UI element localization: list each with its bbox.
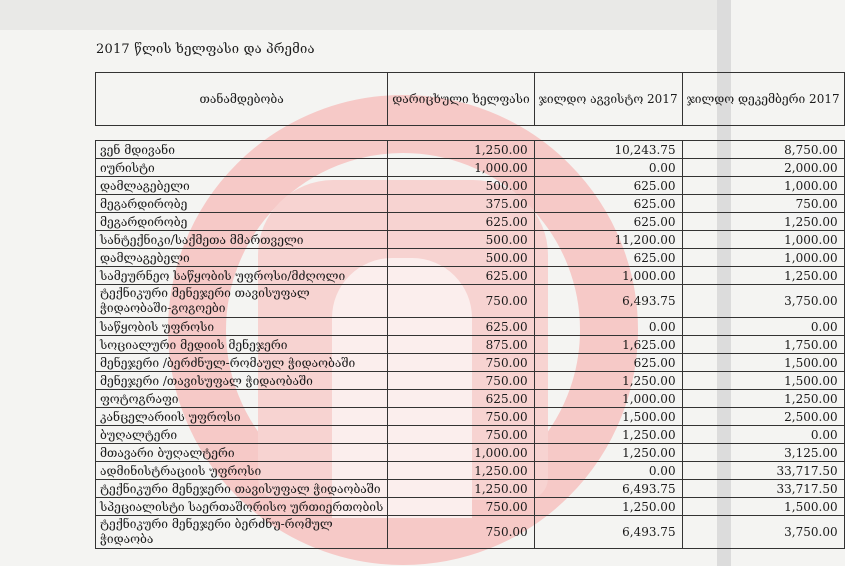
scan-top-edge bbox=[0, 0, 731, 30]
cell-position: სანტექნიკი/საქმეთა მმართველი bbox=[96, 231, 388, 249]
cell-dec: 2,500.00 bbox=[682, 408, 844, 426]
cell-position: სამეურნეო საწყობის უფროსი/მძღოლი bbox=[96, 267, 388, 285]
table-row bbox=[96, 336, 845, 354]
header-salary: დარიცხული ხელფასი bbox=[388, 73, 534, 126]
cell-dec: 3,125.00 bbox=[682, 444, 844, 462]
table-row bbox=[96, 426, 845, 444]
cell-dec: 0.00 bbox=[682, 426, 844, 444]
cell-salary: 500.00 bbox=[388, 177, 534, 195]
table-row bbox=[96, 390, 845, 408]
cell-position: ტექნიკური მენეჯერი თავისუფალ ჭიდაობაში bbox=[96, 480, 388, 498]
cell-salary: 500.00 bbox=[388, 249, 534, 267]
cell-salary: 500.00 bbox=[388, 231, 534, 249]
cell-position: ვენ მდივანი bbox=[96, 141, 388, 159]
header-position: თანამდებობა bbox=[96, 73, 388, 126]
cell-dec: 1,500.00 bbox=[682, 354, 844, 372]
cell-salary: 625.00 bbox=[388, 390, 534, 408]
cell-dec: 1,250.00 bbox=[682, 390, 844, 408]
cell-salary: 625.00 bbox=[388, 267, 534, 285]
cell-aug: 1,625.00 bbox=[534, 336, 682, 354]
cell-aug: 0.00 bbox=[534, 462, 682, 480]
cell-aug: 625.00 bbox=[534, 213, 682, 231]
cell-salary: 750.00 bbox=[388, 498, 534, 516]
cell-aug: 6,493.75 bbox=[534, 516, 682, 549]
cell-dec: 33,717.50 bbox=[682, 480, 844, 498]
cell-aug: 1,500.00 bbox=[534, 408, 682, 426]
table-row bbox=[96, 195, 845, 213]
table-row bbox=[96, 177, 845, 195]
cell-salary: 1,000.00 bbox=[388, 444, 534, 462]
cell-aug: 625.00 bbox=[534, 354, 682, 372]
cell-salary: 625.00 bbox=[388, 213, 534, 231]
header-spacer bbox=[96, 126, 845, 141]
table-header-row bbox=[96, 73, 845, 126]
table-row bbox=[96, 408, 845, 426]
table-row bbox=[96, 372, 845, 390]
cell-position: დამლაგებელი bbox=[96, 177, 388, 195]
cell-salary: 1,000.00 bbox=[388, 159, 534, 177]
table-row bbox=[96, 141, 845, 159]
cell-salary: 750.00 bbox=[388, 426, 534, 444]
cell-salary: 875.00 bbox=[388, 336, 534, 354]
cell-aug: 1,250.00 bbox=[534, 498, 682, 516]
cell-dec: 1,250.00 bbox=[682, 267, 844, 285]
cell-dec: 1,500.00 bbox=[682, 498, 844, 516]
cell-dec: 2,000.00 bbox=[682, 159, 844, 177]
cell-position: ბუღალტერი bbox=[96, 426, 388, 444]
cell-dec: 1,250.00 bbox=[682, 213, 844, 231]
cell-dec: 3,750.00 bbox=[682, 516, 844, 549]
table-row bbox=[96, 249, 845, 267]
cell-position: კანცელარიის უფროსი bbox=[96, 408, 388, 426]
cell-aug: 6,493.75 bbox=[534, 480, 682, 498]
table-row bbox=[96, 267, 845, 285]
table-row bbox=[96, 516, 845, 549]
cell-position: მენეჯერი /ბერძნულ-რომაულ ჭიდაობაში bbox=[96, 354, 388, 372]
cell-aug: 0.00 bbox=[534, 159, 682, 177]
cell-dec: 1,500.00 bbox=[682, 372, 844, 390]
cell-aug: 1,250.00 bbox=[534, 426, 682, 444]
cell-salary: 750.00 bbox=[388, 285, 534, 318]
cell-position: ფოტოგრაფი bbox=[96, 390, 388, 408]
cell-dec: 750.00 bbox=[682, 195, 844, 213]
cell-salary: 1,250.00 bbox=[388, 462, 534, 480]
cell-position: დამლაგებელი bbox=[96, 249, 388, 267]
cell-dec: 3,750.00 bbox=[682, 285, 844, 318]
cell-position: მთავარი ბუღალტერი bbox=[96, 444, 388, 462]
cell-salary: 1,250.00 bbox=[388, 480, 534, 498]
cell-aug: 10,243.75 bbox=[534, 141, 682, 159]
cell-aug: 1,250.00 bbox=[534, 372, 682, 390]
table-row bbox=[96, 213, 845, 231]
table-row bbox=[96, 444, 845, 462]
cell-position: მეგარდირობე bbox=[96, 213, 388, 231]
cell-position: სპეციალისტი საერთაშორისო ურთიერთობის bbox=[96, 498, 388, 516]
cell-dec: 1,000.00 bbox=[682, 231, 844, 249]
cell-salary: 750.00 bbox=[388, 408, 534, 426]
cell-dec: 8,750.00 bbox=[682, 141, 844, 159]
table-row bbox=[96, 231, 845, 249]
cell-dec: 0.00 bbox=[682, 318, 844, 336]
table-row bbox=[96, 285, 845, 318]
cell-position: მენეჯერი /თავისუფალ ჭიდაობაში bbox=[96, 372, 388, 390]
document-title: 2017 წლის ხელფასი და პრემია bbox=[96, 42, 315, 57]
header-aug-bonus: ჯილდო აგვისტო 2017 bbox=[534, 73, 682, 126]
header-dec-bonus: ჯილდო დეკემბერი 2017 bbox=[682, 73, 844, 126]
cell-position: მეგარდირობე bbox=[96, 195, 388, 213]
cell-position: ტექნიკური მენეჯერი ბერძნუ-რომულ ჭიდაობა bbox=[96, 516, 388, 549]
table-row bbox=[96, 462, 845, 480]
table-row bbox=[96, 498, 845, 516]
cell-position: იურისტი bbox=[96, 159, 388, 177]
cell-aug: 6,493.75 bbox=[534, 285, 682, 318]
cell-position: საწყობის უფროსი bbox=[96, 318, 388, 336]
cell-dec: 1,000.00 bbox=[682, 177, 844, 195]
cell-salary: 750.00 bbox=[388, 372, 534, 390]
cell-salary: 375.00 bbox=[388, 195, 534, 213]
cell-aug: 0.00 bbox=[534, 318, 682, 336]
salary-table bbox=[95, 72, 845, 549]
table-row bbox=[96, 159, 845, 177]
cell-aug: 1,000.00 bbox=[534, 267, 682, 285]
cell-dec: 1,000.00 bbox=[682, 249, 844, 267]
cell-aug: 1,250.00 bbox=[534, 444, 682, 462]
cell-dec: 1,750.00 bbox=[682, 336, 844, 354]
cell-salary: 750.00 bbox=[388, 516, 534, 549]
cell-aug: 625.00 bbox=[534, 249, 682, 267]
cell-aug: 11,200.00 bbox=[534, 231, 682, 249]
table-row bbox=[96, 480, 845, 498]
cell-salary: 750.00 bbox=[388, 354, 534, 372]
cell-salary: 625.00 bbox=[388, 318, 534, 336]
cell-aug: 625.00 bbox=[534, 177, 682, 195]
cell-salary: 1,250.00 bbox=[388, 141, 534, 159]
cell-aug: 1,000.00 bbox=[534, 390, 682, 408]
cell-aug: 625.00 bbox=[534, 195, 682, 213]
table-row bbox=[96, 354, 845, 372]
cell-position: ადმინისტრაციის უფროსი bbox=[96, 462, 388, 480]
cell-dec: 33,717.50 bbox=[682, 462, 844, 480]
cell-position: ტექნიკური მენეჯერი თავისუფალ ჭიდაობაში-გოგოები bbox=[96, 285, 388, 318]
cell-position: სოციალური მედიის მენეჯერი bbox=[96, 336, 388, 354]
table-row bbox=[96, 318, 845, 336]
